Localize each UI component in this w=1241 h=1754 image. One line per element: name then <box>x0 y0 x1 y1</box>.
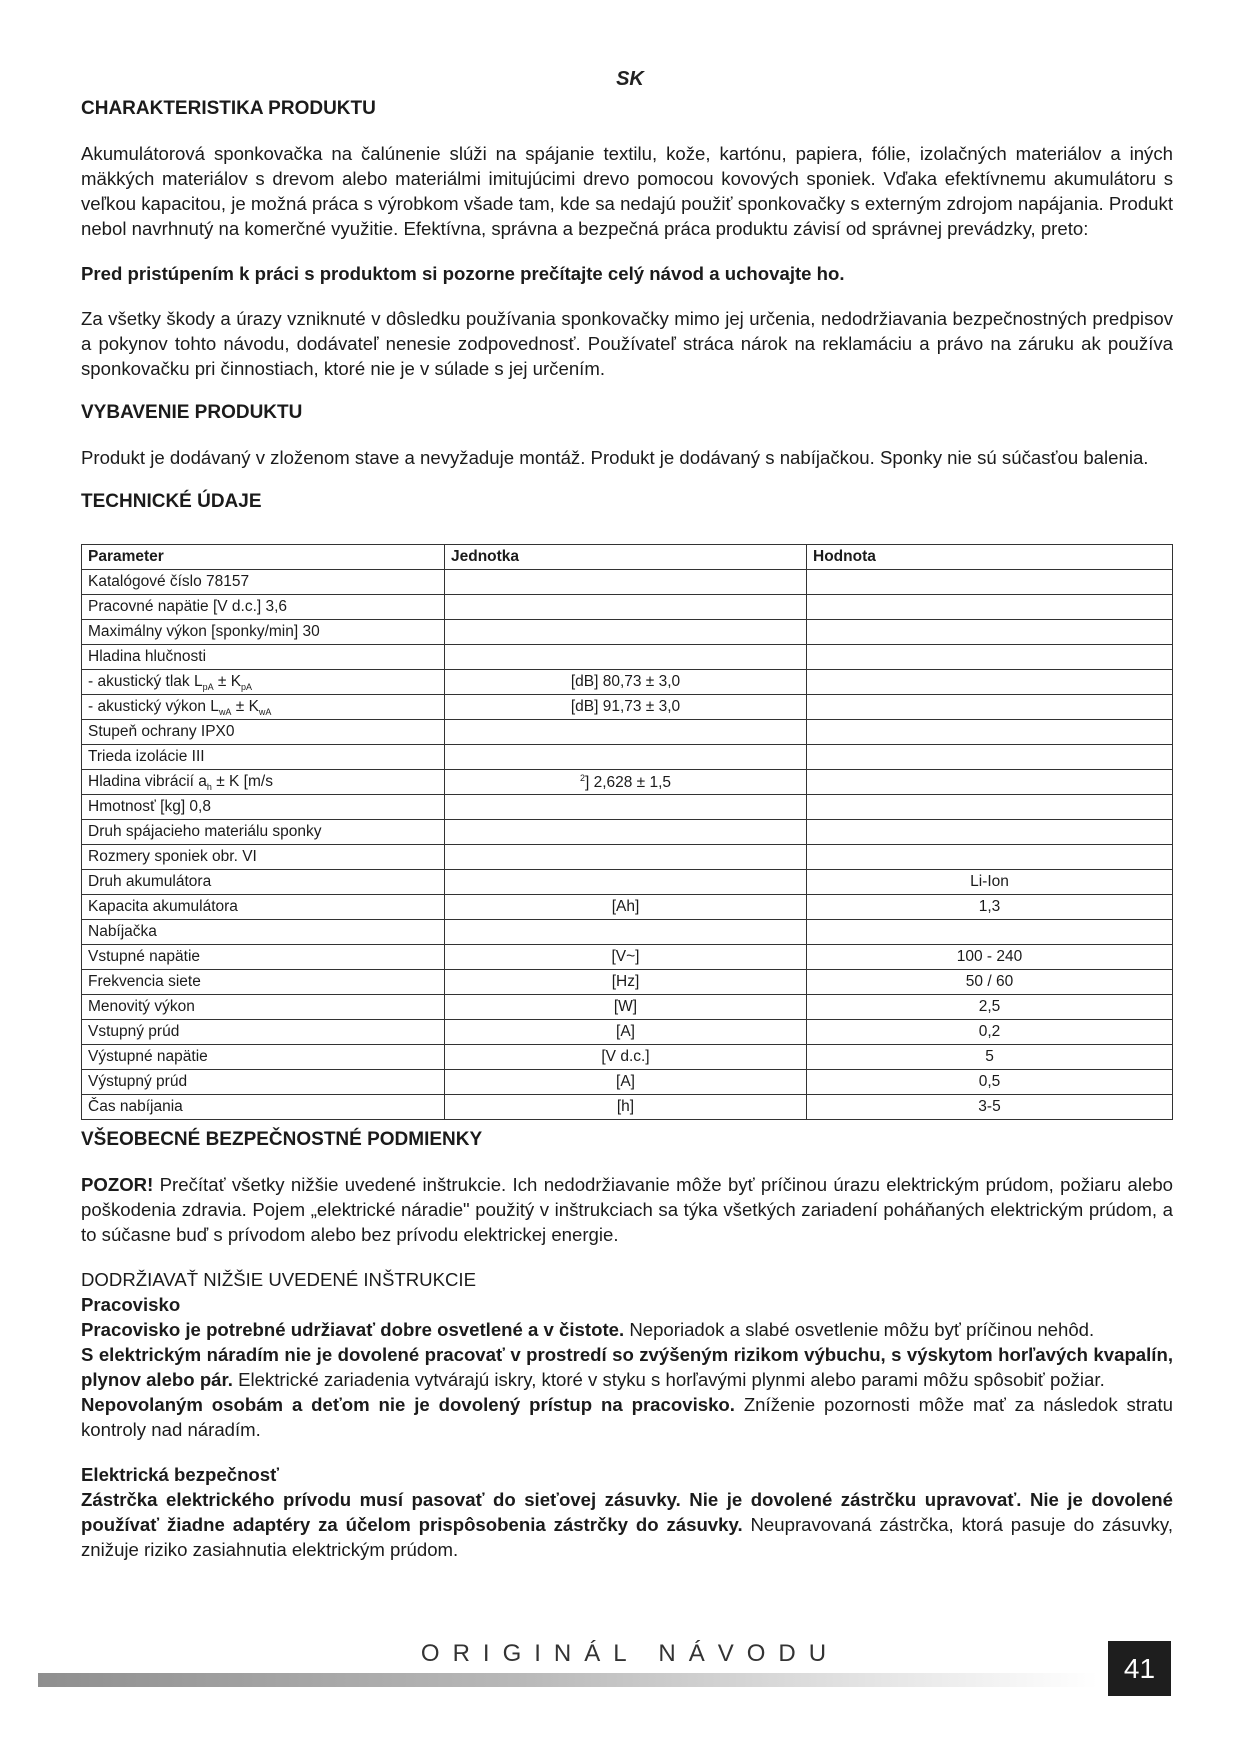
table-row <box>82 1045 1173 1070</box>
workplace-rule-2 <box>81 1342 1173 1392</box>
technical-data-table <box>81 544 1173 1120</box>
cell-value: Li-Ion <box>807 870 1173 895</box>
cell-value <box>807 720 1173 745</box>
language-code: SK <box>616 68 644 90</box>
cell-unit <box>445 720 807 745</box>
column-header-unit: Jednotka <box>445 545 807 570</box>
cell-parameter: Kapacita akumulátora <box>82 895 445 920</box>
warning-label: POZOR! <box>81 1174 154 1195</box>
table-row <box>82 845 1173 870</box>
cell-parameter: Trieda izolácie III <box>82 745 445 770</box>
cell-parameter: Čas nabíjania <box>82 1095 445 1120</box>
cell-unit <box>445 745 807 770</box>
electrical-safety-title: Elektrická bezpečnosť <box>81 1464 280 1485</box>
table-row <box>82 945 1173 970</box>
cell-value <box>807 570 1173 595</box>
cell-unit: [dB] 91,73 ± 3,0 <box>445 695 807 720</box>
cell-value: 0,2 <box>807 1020 1173 1045</box>
cell-value: 1,3 <box>807 895 1173 920</box>
cell-unit: [A] <box>445 1070 807 1095</box>
cell-unit: [W] <box>445 995 807 1020</box>
table-row <box>82 720 1173 745</box>
cell-parameter: Hladina vibrácií $a_h \pm K$ [m/s <box>82 770 445 795</box>
cell-unit: [V~] <box>445 945 807 970</box>
cell-parameter: Výstupný prúd <box>82 1070 445 1095</box>
table-header-row <box>82 545 1173 570</box>
page-number: 41 <box>1108 1641 1171 1696</box>
table-row <box>82 895 1173 920</box>
table-row <box>82 595 1173 620</box>
cell-value <box>807 820 1173 845</box>
cell-value <box>807 695 1173 720</box>
section-title-equipment: VYBAVENIE PRODUKTU <box>81 402 303 423</box>
cell-unit <box>445 870 807 895</box>
equipment-paragraph: Produkt je dodávaný v zloženom stave a nevyžaduje montáž. Produkt je dodávaný s nabíjačkou. Sponky nie sú súčasťou balenia. <box>81 447 1149 468</box>
cell-parameter: Vstupné napätie <box>82 945 445 970</box>
cell-unit <box>445 920 807 945</box>
cell-value <box>807 920 1173 945</box>
workplace-rule-3-bold: Nepovolaným osobám a deťom nie je dovolený prístup na pracovisko. <box>81 1394 735 1415</box>
cell-unit <box>445 795 807 820</box>
workplace-rule-3 <box>81 1392 1173 1442</box>
table-row <box>82 1070 1173 1095</box>
cell-parameter: Výstupné napätie <box>82 1045 445 1070</box>
warning-paragraph <box>81 1172 1173 1247</box>
table-row <box>82 770 1173 795</box>
table-row <box>82 995 1173 1020</box>
section-title-technical-data: TECHNICKÉ ÚDAJE <box>81 491 262 512</box>
cell-unit: [dB] 80,73 ± 3,0 <box>445 670 807 695</box>
workplace-title: Pracovisko <box>81 1294 181 1315</box>
workplace-rule-1-bold: Pracovisko je potrebné udržiavať dobre osvetlené a v čistote. <box>81 1319 625 1340</box>
cell-value <box>807 770 1173 795</box>
cell-unit: [A] <box>445 1020 807 1045</box>
cell-unit <box>445 645 807 670</box>
electrical-rule-1-bold: Zástrčka elektrického prívodu musí pasovať do sieťovej zásuvky. Nie je dovolené zástrčku upravovať. Nie je dovolené používať žiadne adaptéry za účelom prispôsobenia zástrčky do zásuvky. <box>81 1489 1173 1535</box>
follow-instructions-heading: DODRŽIAVAŤ NIŽŠIE UVEDENÉ INŠTRUKCIE <box>81 1269 476 1290</box>
cell-parameter: Menovitý výkon <box>82 995 445 1020</box>
cell-unit <box>445 570 807 595</box>
cell-value <box>807 595 1173 620</box>
cell-unit: [Hz] <box>445 970 807 995</box>
footer-gradient-bar <box>38 1673 1098 1687</box>
cell-unit: [h] <box>445 1095 807 1120</box>
section-title-safety: VŠEOBECNÉ BEZPEČNOSTNÉ PODMIENKY <box>81 1129 483 1150</box>
cell-value: 5 <box>807 1045 1173 1070</box>
characteristics-paragraph: Akumulátorová sponkovačka na čalúnenie slúži na spájanie textilu, kože, kartónu, papiera, fólie, izolačných materiálov a iných mäkkých materiálov s drevom alebo materiálmi imitujúcimi drevo pomocou kovových sponiek. Vďaka efektívnemu akumulátoru s veľkou kapacitou, je možná práca s výrobkom všade tam, kde sa nedajú použiť sponkovačky s externým zdrojom napájania. Produkt nebol navrhnutý na komerčné využitie. Efektívna, správna a bezpečná práca produktu závisí od správnej prevádzky, preto: <box>81 143 1173 239</box>
table-row <box>82 795 1173 820</box>
cell-parameter: Maximálny výkon [sponky/min] 30 <box>82 620 445 645</box>
electrical-rule-1 <box>81 1487 1173 1562</box>
workplace-rule-2-text: Elektrické zariadenia vytvárajú iskry, ktoré v styku s horľavými plynmi alebo parami môžu spôsobiť požiar. <box>232 1369 1105 1390</box>
cell-value: 0,5 <box>807 1070 1173 1095</box>
table-row <box>82 645 1173 670</box>
cell-parameter: Vstupný prúd <box>82 1020 445 1045</box>
workplace-rule-2-bold: S elektrickým náradím nie je dovolené pracovať v prostredí so zvýšeným rizikom výbuchu, s výskytom horľavých kvapalín, plynov alebo pár. <box>81 1344 1173 1390</box>
cell-value: 2,5 <box>807 995 1173 1020</box>
cell-value <box>807 645 1173 670</box>
table-row <box>82 570 1173 595</box>
warning-text: Prečítať všetky nižšie uvedené inštrukcie. Ich nedodržiavanie môže byť príčinou úrazu elektrickým prúdom, požiaru alebo poškodenia zdravia. Pojem „elektrické náradie" použitý v inštrukciach sa týka všetkých zariadení poháňaných elektrickým prúdom, a to súčasne buď s prívodom alebo bez prívodu elektrickej energie. <box>81 1174 1173 1245</box>
table-row <box>82 670 1173 695</box>
table-row <box>82 870 1173 895</box>
cell-parameter: Hmotnosť [kg] 0,8 <box>82 795 445 820</box>
table-row <box>82 620 1173 645</box>
column-header-value: Hodnota <box>807 545 1173 570</box>
cell-parameter: Druh akumulátora <box>82 870 445 895</box>
cell-unit <box>445 845 807 870</box>
footer-title: ORIGINÁL NÁVODU <box>420 1640 840 1667</box>
cell-parameter: Katalógové číslo 78157 <box>82 570 445 595</box>
cell-value: 50 / 60 <box>807 970 1173 995</box>
workplace-rule-1 <box>81 1317 1173 1342</box>
cell-unit: [Ah] <box>445 895 807 920</box>
cell-parameter: Rozmery sponiek obr. VI <box>82 845 445 870</box>
table-row <box>82 820 1173 845</box>
read-manual-notice: Pred pristúpením k práci s produktom si pozorne prečítajte celý návod a uchovajte ho. <box>81 263 845 284</box>
cell-unit <box>445 620 807 645</box>
cell-parameter: Pracovné napätie [V d.c.] 3,6 <box>82 595 445 620</box>
table-row <box>82 970 1173 995</box>
cell-parameter: Druh spájacieho materiálu sponky <box>82 820 445 845</box>
table-row <box>82 920 1173 945</box>
cell-value <box>807 795 1173 820</box>
cell-value <box>807 620 1173 645</box>
cell-value: 3-5 <box>807 1095 1173 1120</box>
cell-unit: $^2$] 2,628 ± 1,5 <box>445 770 807 795</box>
cell-value <box>807 845 1173 870</box>
cell-value <box>807 745 1173 770</box>
table-row <box>82 745 1173 770</box>
table-row <box>82 695 1173 720</box>
column-header-parameter: Parameter <box>82 545 445 570</box>
cell-parameter: Frekvencia siete <box>82 970 445 995</box>
cell-value: 100 - 240 <box>807 945 1173 970</box>
cell-parameter: - akustický výkon $L_{wA} \pm K_{wA}$ <box>82 695 445 720</box>
section-title-characteristics: CHARAKTERISTIKA PRODUKTU <box>81 98 376 119</box>
cell-parameter: Hladina hlučnosti <box>82 645 445 670</box>
cell-parameter: Nabíjačka <box>82 920 445 945</box>
cell-unit: [V d.c.] <box>445 1045 807 1070</box>
electrical-rule-1-text: Neupravovaná zástrčka, ktorá pasuje do zásuvky, znižuje riziko zasiahnutia elektrickým prúdom. <box>81 1514 1173 1560</box>
workplace-rule-3-text: Zníženie pozornosti môže mať za následok stratu kontroly nad náradím. <box>81 1394 1173 1440</box>
cell-parameter: Stupeň ochrany IPX0 <box>82 720 445 745</box>
liability-paragraph: Za všetky škody a úrazy vzniknuté v dôsledku používania sponkovačky mimo jej určenia, nedodržiavania bezpečnostných predpisov a pokynov tohto návodu, dodávateľ nenesie zodpovednosť. Používateľ stráca nárok na reklamáciu a právo na záruku ak používa sponkovačku pri činnostiach, ktoré nie je v súlade s jej určením. <box>81 308 1173 379</box>
cell-value <box>807 670 1173 695</box>
table-row <box>82 1095 1173 1120</box>
cell-unit <box>445 595 807 620</box>
workplace-rule-1-text: Neporiadok a slabé osvetlenie môžu byť príčinou nehôd. <box>624 1319 1095 1340</box>
cell-parameter: - akustický tlak $L_{pA} \pm K_{pA}$ <box>82 670 445 695</box>
cell-unit <box>445 820 807 845</box>
table-row <box>82 1020 1173 1045</box>
page-content <box>81 97 1173 1562</box>
